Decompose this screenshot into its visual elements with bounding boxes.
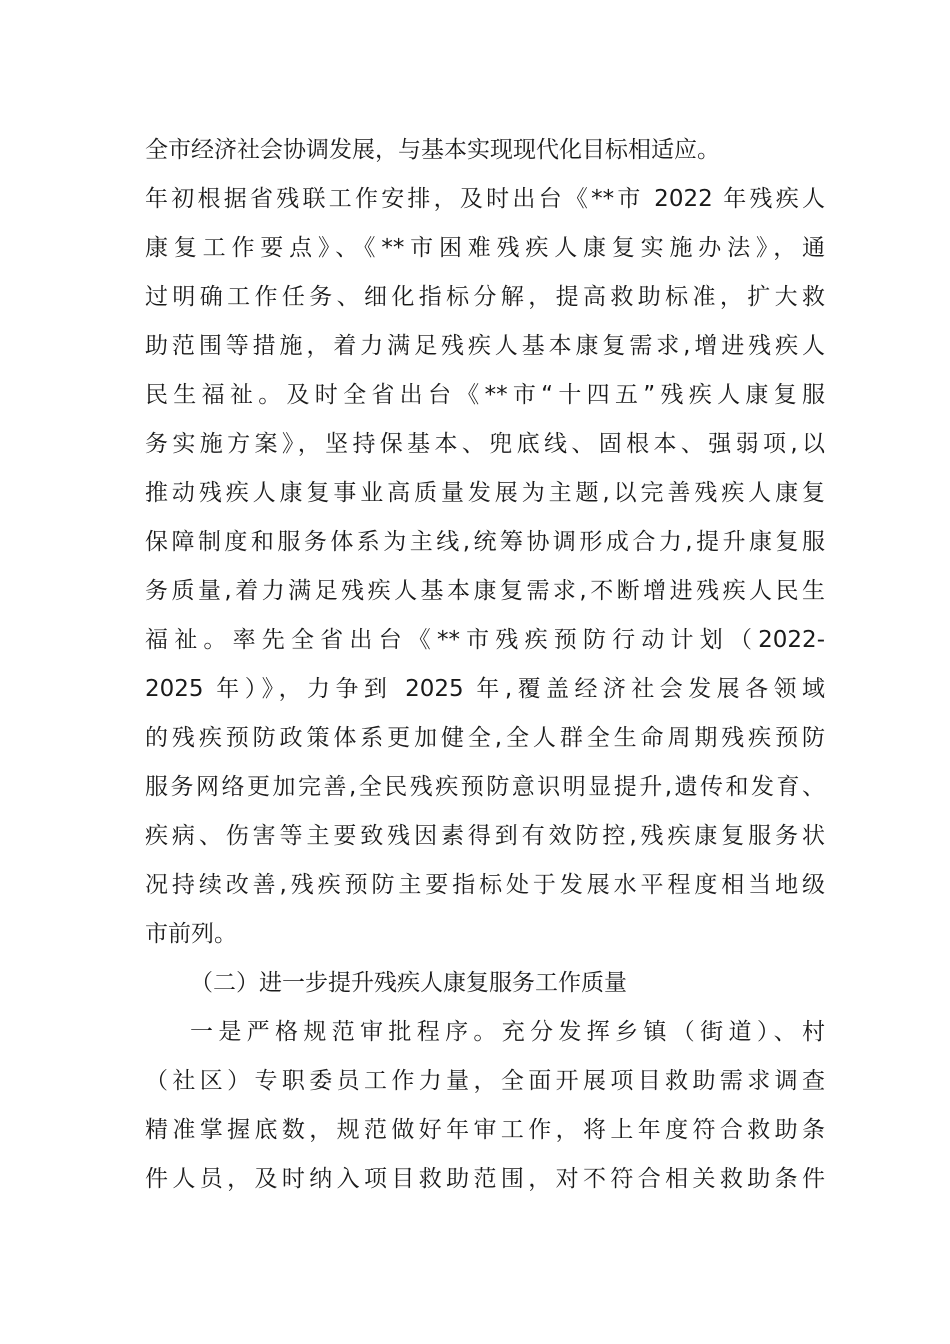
body-line: 年初根据省残联工作安排，及时出台《**市 2022 年残疾人 (145, 186, 825, 212)
body-line: 一是严格规范审批程序。充分发挥乡镇（街道）、村 (190, 1019, 825, 1045)
body-line: 民生福祉。及时全省出台《**市“十四五”残疾人康复服 (145, 382, 825, 408)
body-line: 助范围等措施，着力满足残疾人基本康复需求,增进残疾人 (145, 333, 825, 359)
body-line: 疾病、伤害等主要致残因素得到有效防控,残疾康复服务状 (145, 823, 825, 849)
body-line: 的残疾预防政策体系更加健全,全人群全生命周期残疾预防 (145, 725, 825, 751)
body-line: 推动残疾人康复事业高质量发展为主题,以完善残疾人康复 (145, 480, 825, 506)
body-line: 康复工作要点》、《**市困难残疾人康复实施办法》，通 (145, 235, 825, 261)
body-line: 务实施方案》，坚持保基本、兜底线、固根本、强弱项,以 (145, 431, 825, 457)
body-line: 服务网络更加完善,全民残疾预防意识明显提升,遗传和发育、 (145, 774, 825, 800)
section-heading: （二）进一步提升残疾人康复服务工作质量 (190, 970, 627, 996)
body-line: （社区）专职委员工作力量，全面开展项目救助需求调查 (145, 1068, 825, 1094)
body-line: 件人员，及时纳入项目救助范围，对不符合相关救助条件 (145, 1166, 825, 1192)
body-line: 况持续改善,残疾预防主要指标处于发展水平程度相当地级 (145, 872, 825, 898)
body-line: 保障制度和服务体系为主线,统筹协调形成合力,提升康复服 (145, 529, 825, 555)
body-line: 市前列。 (145, 921, 237, 947)
body-line: 过明确工作任务、细化指标分解，提高救助标准，扩大救 (145, 284, 825, 310)
body-line: 务质量,着力满足残疾人基本康复需求,不断增进残疾人民生 (145, 578, 825, 604)
body-line: 2025 年）》，力争到 2025 年,覆盖经济社会发展各领域 (145, 676, 825, 702)
body-line: 全市经济社会协调发展，与基本实现现代化目标相适应。 (145, 137, 720, 163)
body-line: 精准掌握底数，规范做好年审工作，将上年度符合救助条 (145, 1117, 825, 1143)
body-line: 福祉。率先全省出台《**市残疾预防行动计划（2022- (145, 627, 825, 653)
